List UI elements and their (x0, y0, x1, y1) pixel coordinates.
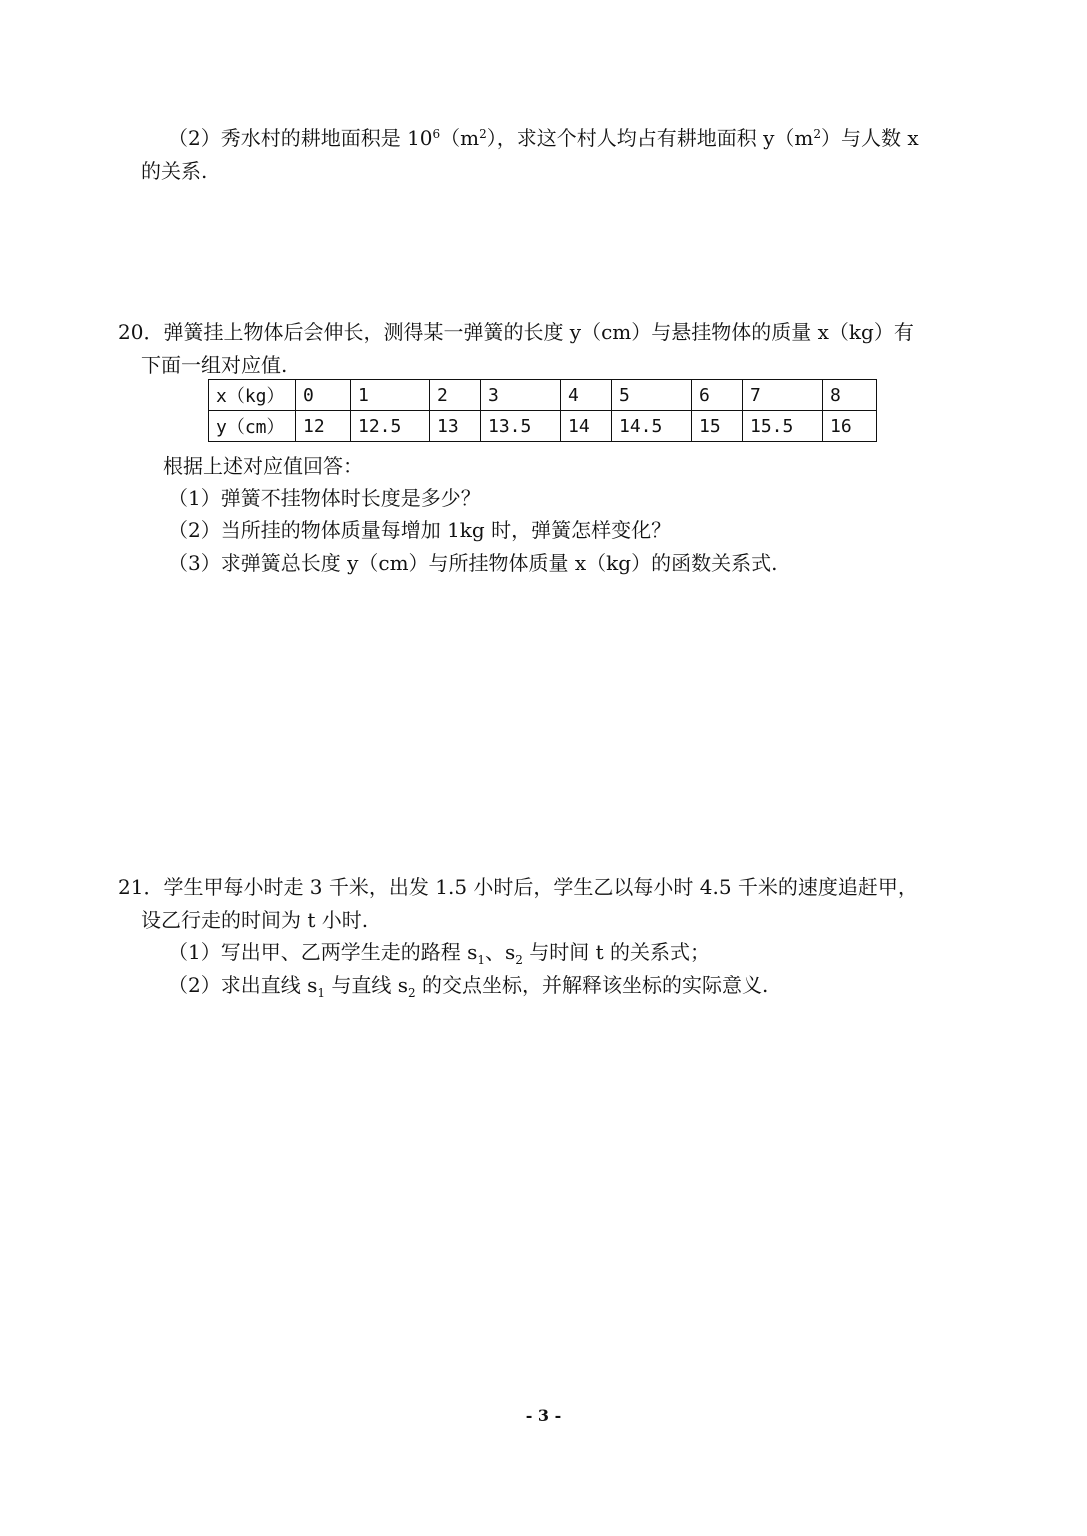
table-cell: 13 (430, 411, 481, 442)
table-cell: 15.5 (743, 411, 823, 442)
exponent: 6 (432, 127, 441, 141)
table-cell: 15 (692, 411, 743, 442)
exponent: 2 (813, 127, 822, 141)
q21-sub1-text: （1）写出甲、乙两学生走的路程 s (168, 940, 478, 964)
table-cell: 5 (612, 380, 692, 411)
q21-sub2-text: （2）求出直线 s (168, 973, 318, 997)
table-cell: 14 (561, 411, 612, 442)
table-cell: 6 (692, 380, 743, 411)
q21-line2: 设乙行走的时间为 t 小时. (141, 908, 369, 932)
subscript: 2 (515, 953, 523, 967)
table-cell: 0 (296, 380, 351, 411)
table-cell: 7 (743, 380, 823, 411)
q19-part2-line2: 的关系. (141, 159, 208, 183)
table-cell: 13.5 (481, 411, 561, 442)
spring-value-table (208, 379, 877, 442)
q19-part2-line1 (168, 124, 919, 152)
q21-sub1 (168, 938, 710, 969)
q21-sub2-text: 的交点坐标，并解释该坐标的实际意义. (415, 973, 769, 997)
q21-sub1-text: 与时间 t 的关系式； (522, 940, 711, 964)
table-row-x (209, 380, 877, 411)
q19-text-c: ），求这个村人均占有耕地面积 y（m (486, 126, 814, 150)
table-header-cell: y（cm） (209, 411, 296, 442)
table-cell: 1 (351, 380, 430, 411)
subscript: 1 (317, 986, 325, 1000)
subscript: 1 (477, 953, 485, 967)
q20-line1: 20．弹簧挂上物体后会伸长，测得某一弹簧的长度 y（cm）与悬挂物体的质量 x（kg）有 (118, 320, 914, 344)
q20-sub1: （1）弹簧不挂物体时长度是多少？ (168, 486, 481, 510)
table-cell: 12 (296, 411, 351, 442)
q20-sub2: （2）当所挂的物体质量每增加 1kg 时，弹簧怎样变化？ (168, 518, 672, 542)
exponent: 2 (479, 127, 487, 141)
table-cell: 4 (561, 380, 612, 411)
q20-intro: 根据上述对应值回答： (163, 454, 363, 478)
q21-sub2-text: 与直线 s (325, 973, 408, 997)
table-cell: 14.5 (612, 411, 692, 442)
q19-text-b: （m (440, 126, 480, 150)
q19-text-a: （2）秀水村的耕地面积是 10 (168, 126, 433, 150)
q19-text-d: ）与人数 x (821, 126, 919, 150)
table-cell: 2 (430, 380, 481, 411)
q21-sub2 (168, 971, 768, 1002)
table-cell: 12.5 (351, 411, 430, 442)
table-row-y (209, 411, 877, 442)
page-number: - 3 - (525, 1406, 562, 1425)
table-cell: 8 (823, 380, 877, 411)
table-cell: 16 (823, 411, 877, 442)
q20-sub3: （3）求弹簧总长度 y（cm）与所挂物体质量 x（kg）的函数关系式. (168, 551, 778, 575)
q21-sub1-text: 、s (485, 940, 516, 964)
q20-line2: 下面一组对应值. (141, 353, 288, 377)
table-header-cell: x（kg） (209, 380, 296, 411)
q21-line1: 21．学生甲每小时走 3 千米，出发 1.5 小时后，学生乙以每小时 4.5 千米的速度追赶甲， (118, 875, 918, 899)
table-cell: 3 (481, 380, 561, 411)
subscript: 2 (407, 986, 416, 1000)
